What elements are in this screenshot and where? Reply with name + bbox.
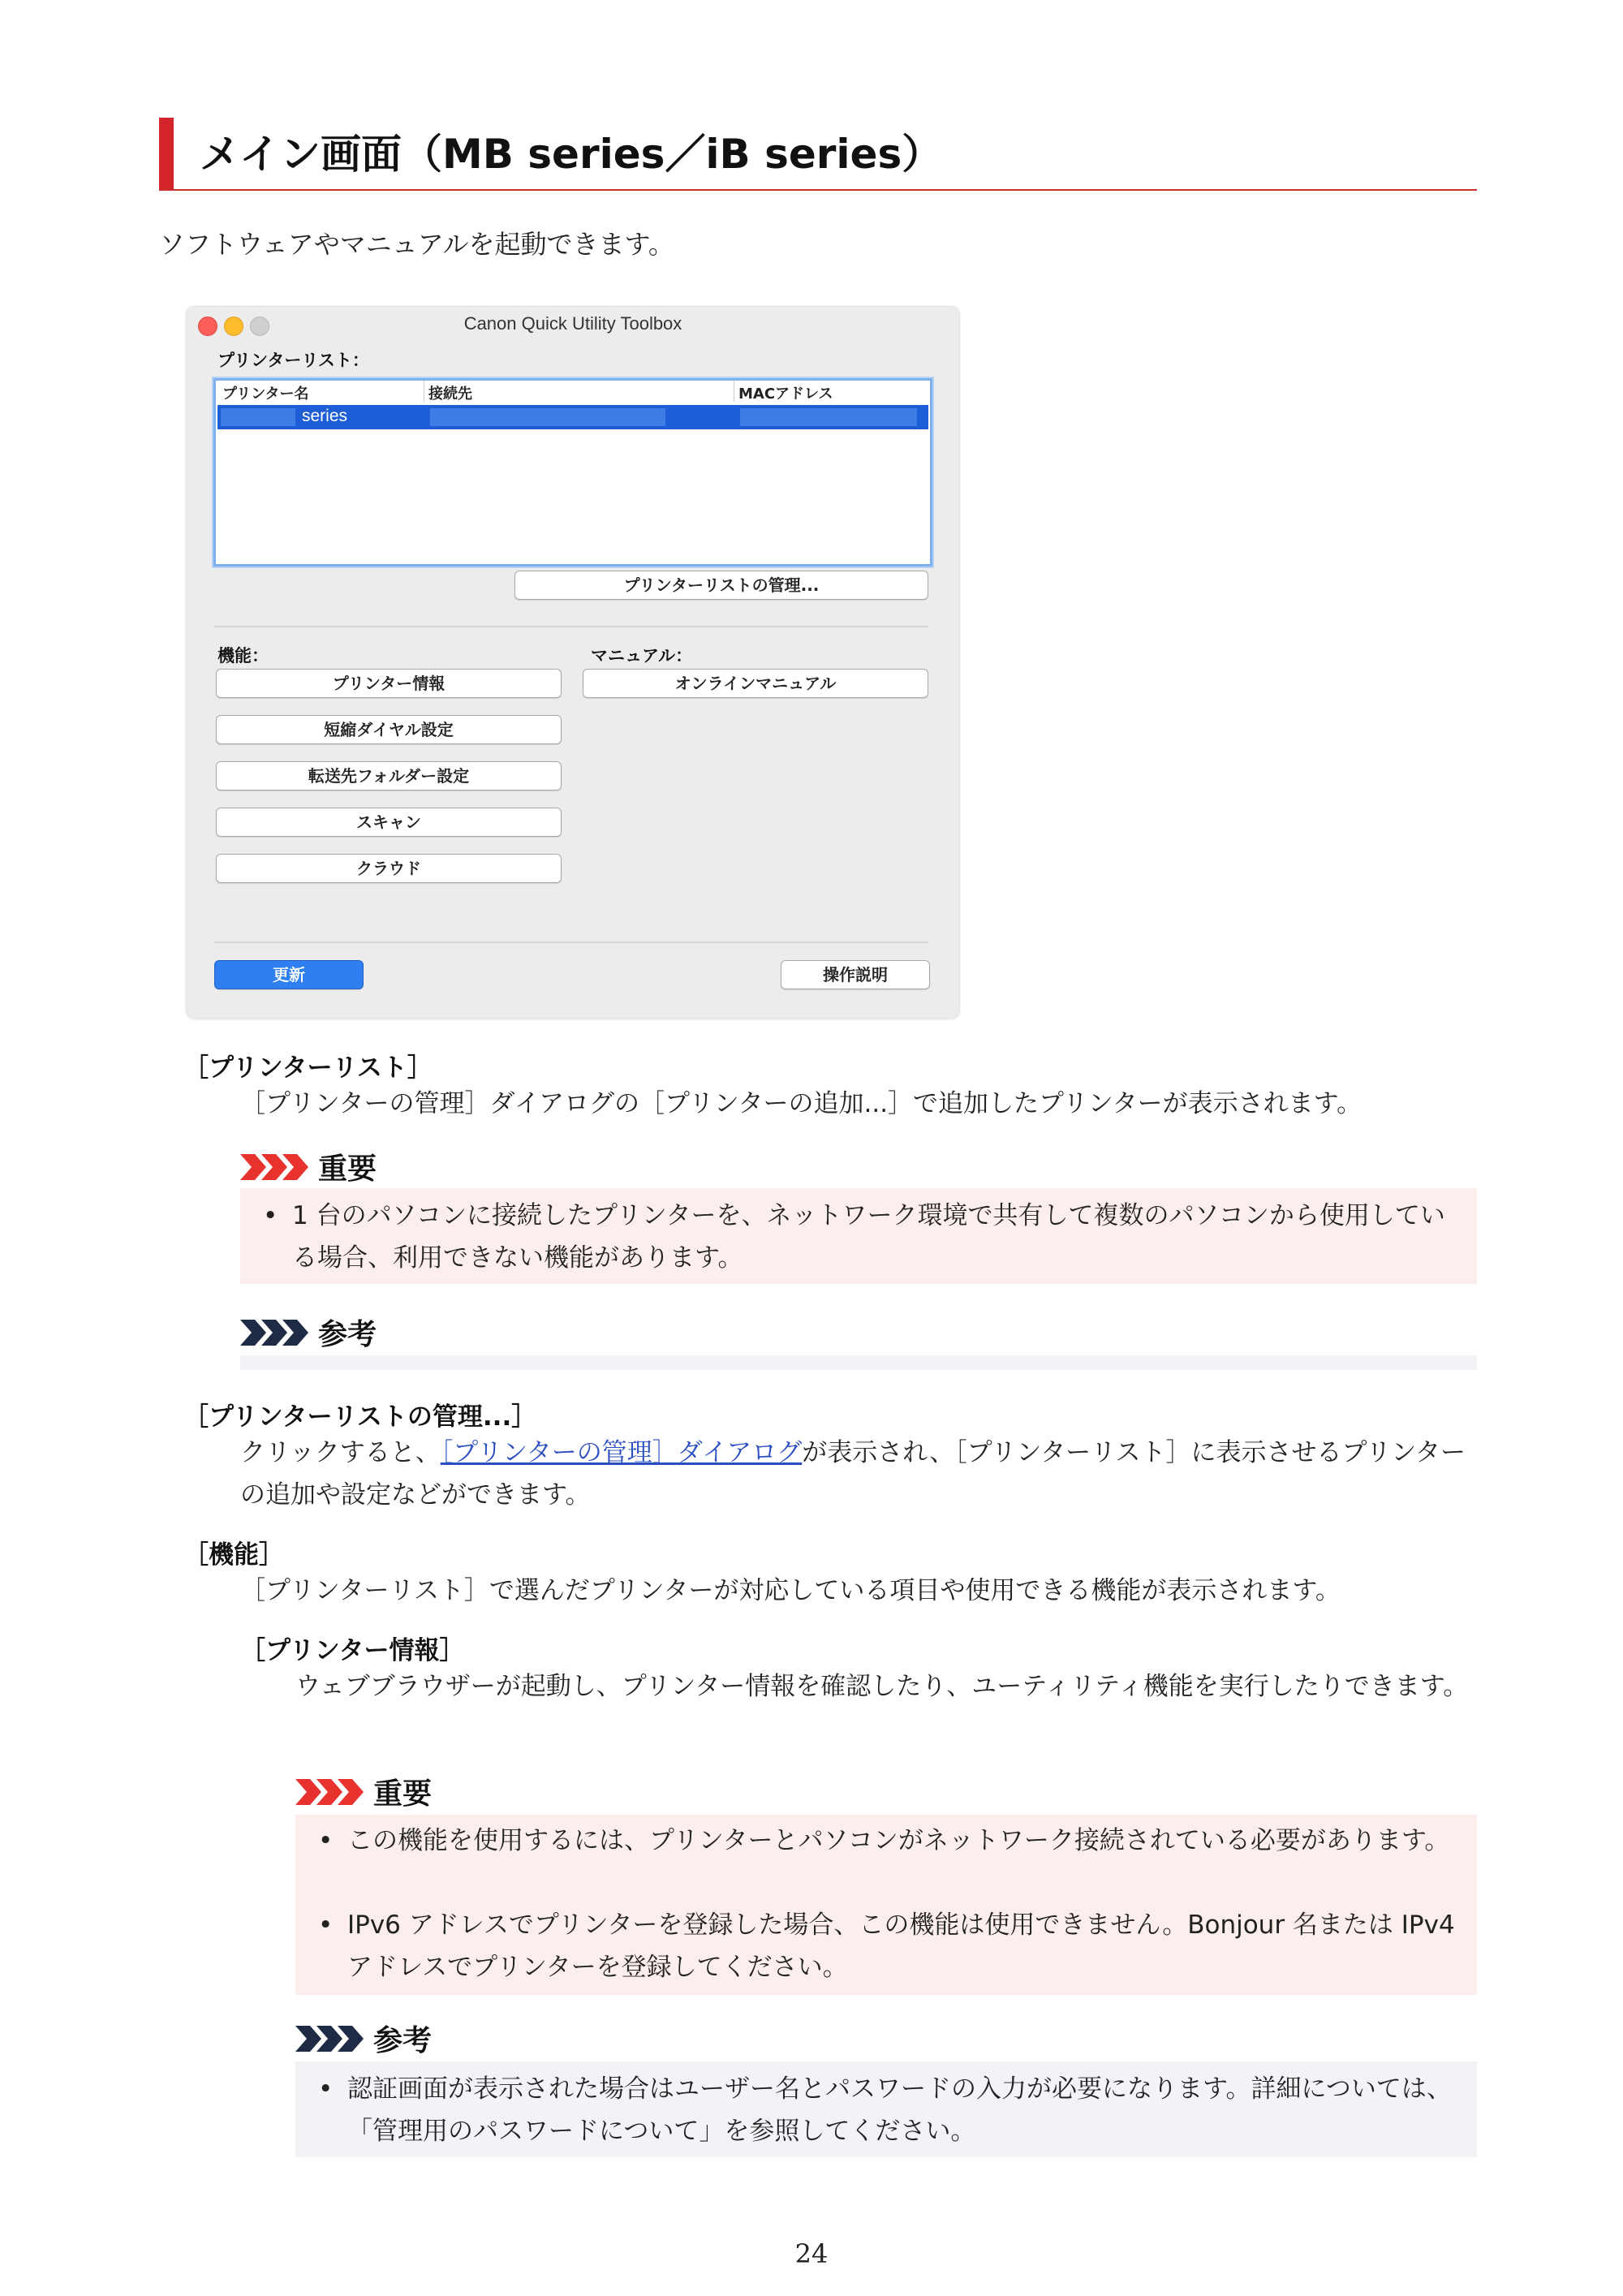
manual-label: マニュアル： (591, 646, 693, 666)
desc-functions: ［プリンターリスト］で選んだプリンターが対応している項目や使用できる機能が表示されます。 (240, 1576, 1341, 1605)
important-title: 重要 (373, 1777, 433, 1811)
printer-info-button[interactable]: プリンター情報 (216, 669, 562, 698)
scan-button[interactable]: スキャン (216, 808, 562, 837)
bullet-icon: • (318, 2074, 334, 2104)
note-bullet: 認証画面が表示された場合はユーザー名とパスワードの入力が必要になります。詳細については、「管理用のパスワードについて」を参照してください。 (347, 2074, 1452, 2146)
page-number: 24 (794, 2238, 829, 2269)
important-bullet: IPv6 アドレスでプリンターを登録した場合、この機能は使用できません。Bonjour 名または IPv4 アドレスでプリンターを登録してください。 (347, 1910, 1455, 1982)
column-header-mac-address[interactable]: MACアドレス (738, 386, 833, 403)
printer-management-dialog-link[interactable]: ［プリンターの管理］ダイアログ (440, 1438, 803, 1467)
toolbox-window (187, 307, 959, 1019)
cloud-button[interactable]: クラウド (216, 854, 562, 883)
window-title: Canon Quick Utility Toolbox (463, 313, 682, 334)
online-manual-button[interactable]: オンラインマニュアル (583, 669, 928, 698)
divider (214, 626, 928, 627)
important-box (295, 1815, 1477, 1995)
printer-list-row-selected[interactable] (217, 405, 928, 429)
note-box (240, 1355, 1477, 1370)
desc-printer-list: ［プリンターの管理］ダイアログの［プリンターの追加...］で追加したプリンターが表示されます。 (240, 1089, 1363, 1118)
bullet-icon: • (318, 1826, 334, 1855)
column-header-printer-name[interactable]: プリンター名 (222, 386, 309, 403)
important-box (240, 1188, 1477, 1284)
divider (214, 941, 928, 943)
functions-label: 機能： (217, 646, 269, 666)
note-title: 参考 (318, 1318, 377, 1351)
important-title: 重要 (318, 1152, 377, 1186)
bullet-icon: • (318, 1910, 334, 1940)
term-printer-list: ［プリンターリスト］ (183, 1053, 433, 1083)
heading-underline (159, 189, 1477, 191)
bullet-icon: • (263, 1201, 278, 1230)
note-icon (295, 2026, 365, 2052)
printer-name-cell: series (302, 407, 348, 425)
printer-list-label: プリンターリスト： (217, 351, 369, 370)
note-box (295, 2061, 1477, 2157)
update-button[interactable]: 更新 (214, 960, 364, 989)
term-manage-printer-list: ［プリンターリストの管理...］ (183, 1402, 537, 1432)
printer-list-table[interactable] (213, 378, 932, 566)
note-title: 参考 (373, 2024, 433, 2057)
desc-text: が表示され、［プリンターリスト］に表示させるプリンターの追加や設定などができます。 (240, 1438, 1466, 1510)
important-bullet: 1 台のパソコンに接続したプリンターを、ネットワーク環境で共有して複数のパソコンから使用している場合、利用できない機能があります。 (292, 1201, 1445, 1273)
term-functions: ［機能］ (183, 1540, 284, 1570)
important-icon (240, 1154, 310, 1180)
desc-printer-info: ウェブブラウザーが起動し、プリンター情報を確認したり、ユーティリティ機能を実行したりできます。 (295, 1672, 1469, 1701)
page-title: メイン画面（MB series／iB series） (200, 131, 943, 178)
important-bullet: この機能を使用するには、プリンターとパソコンがネットワーク接続されている必要があります。 (347, 1826, 1450, 1855)
redacted-mac-address (740, 408, 917, 426)
manage-printer-list-button[interactable]: プリンターリストの管理... (514, 571, 928, 600)
important-icon (295, 1779, 365, 1805)
intro-text: ソフトウェアやマニュアルを起動できます。 (159, 229, 674, 260)
desc-text: クリックすると、 (240, 1438, 441, 1467)
redacted-connection (430, 408, 665, 426)
term-printer-info: ［プリンター情報］ (240, 1636, 465, 1665)
note-icon (240, 1320, 310, 1346)
column-header-connection[interactable]: 接続先 (428, 386, 472, 403)
instructions-button[interactable]: 操作説明 (781, 960, 930, 989)
speed-dial-settings-button[interactable]: 短縮ダイヤル設定 (216, 715, 562, 744)
desc-manage-printer-list (240, 1432, 1482, 1516)
redacted-printer-name (221, 408, 295, 426)
heading-accent-bar (159, 118, 174, 189)
destination-folder-settings-button[interactable]: 転送先フォルダー設定 (216, 761, 562, 790)
